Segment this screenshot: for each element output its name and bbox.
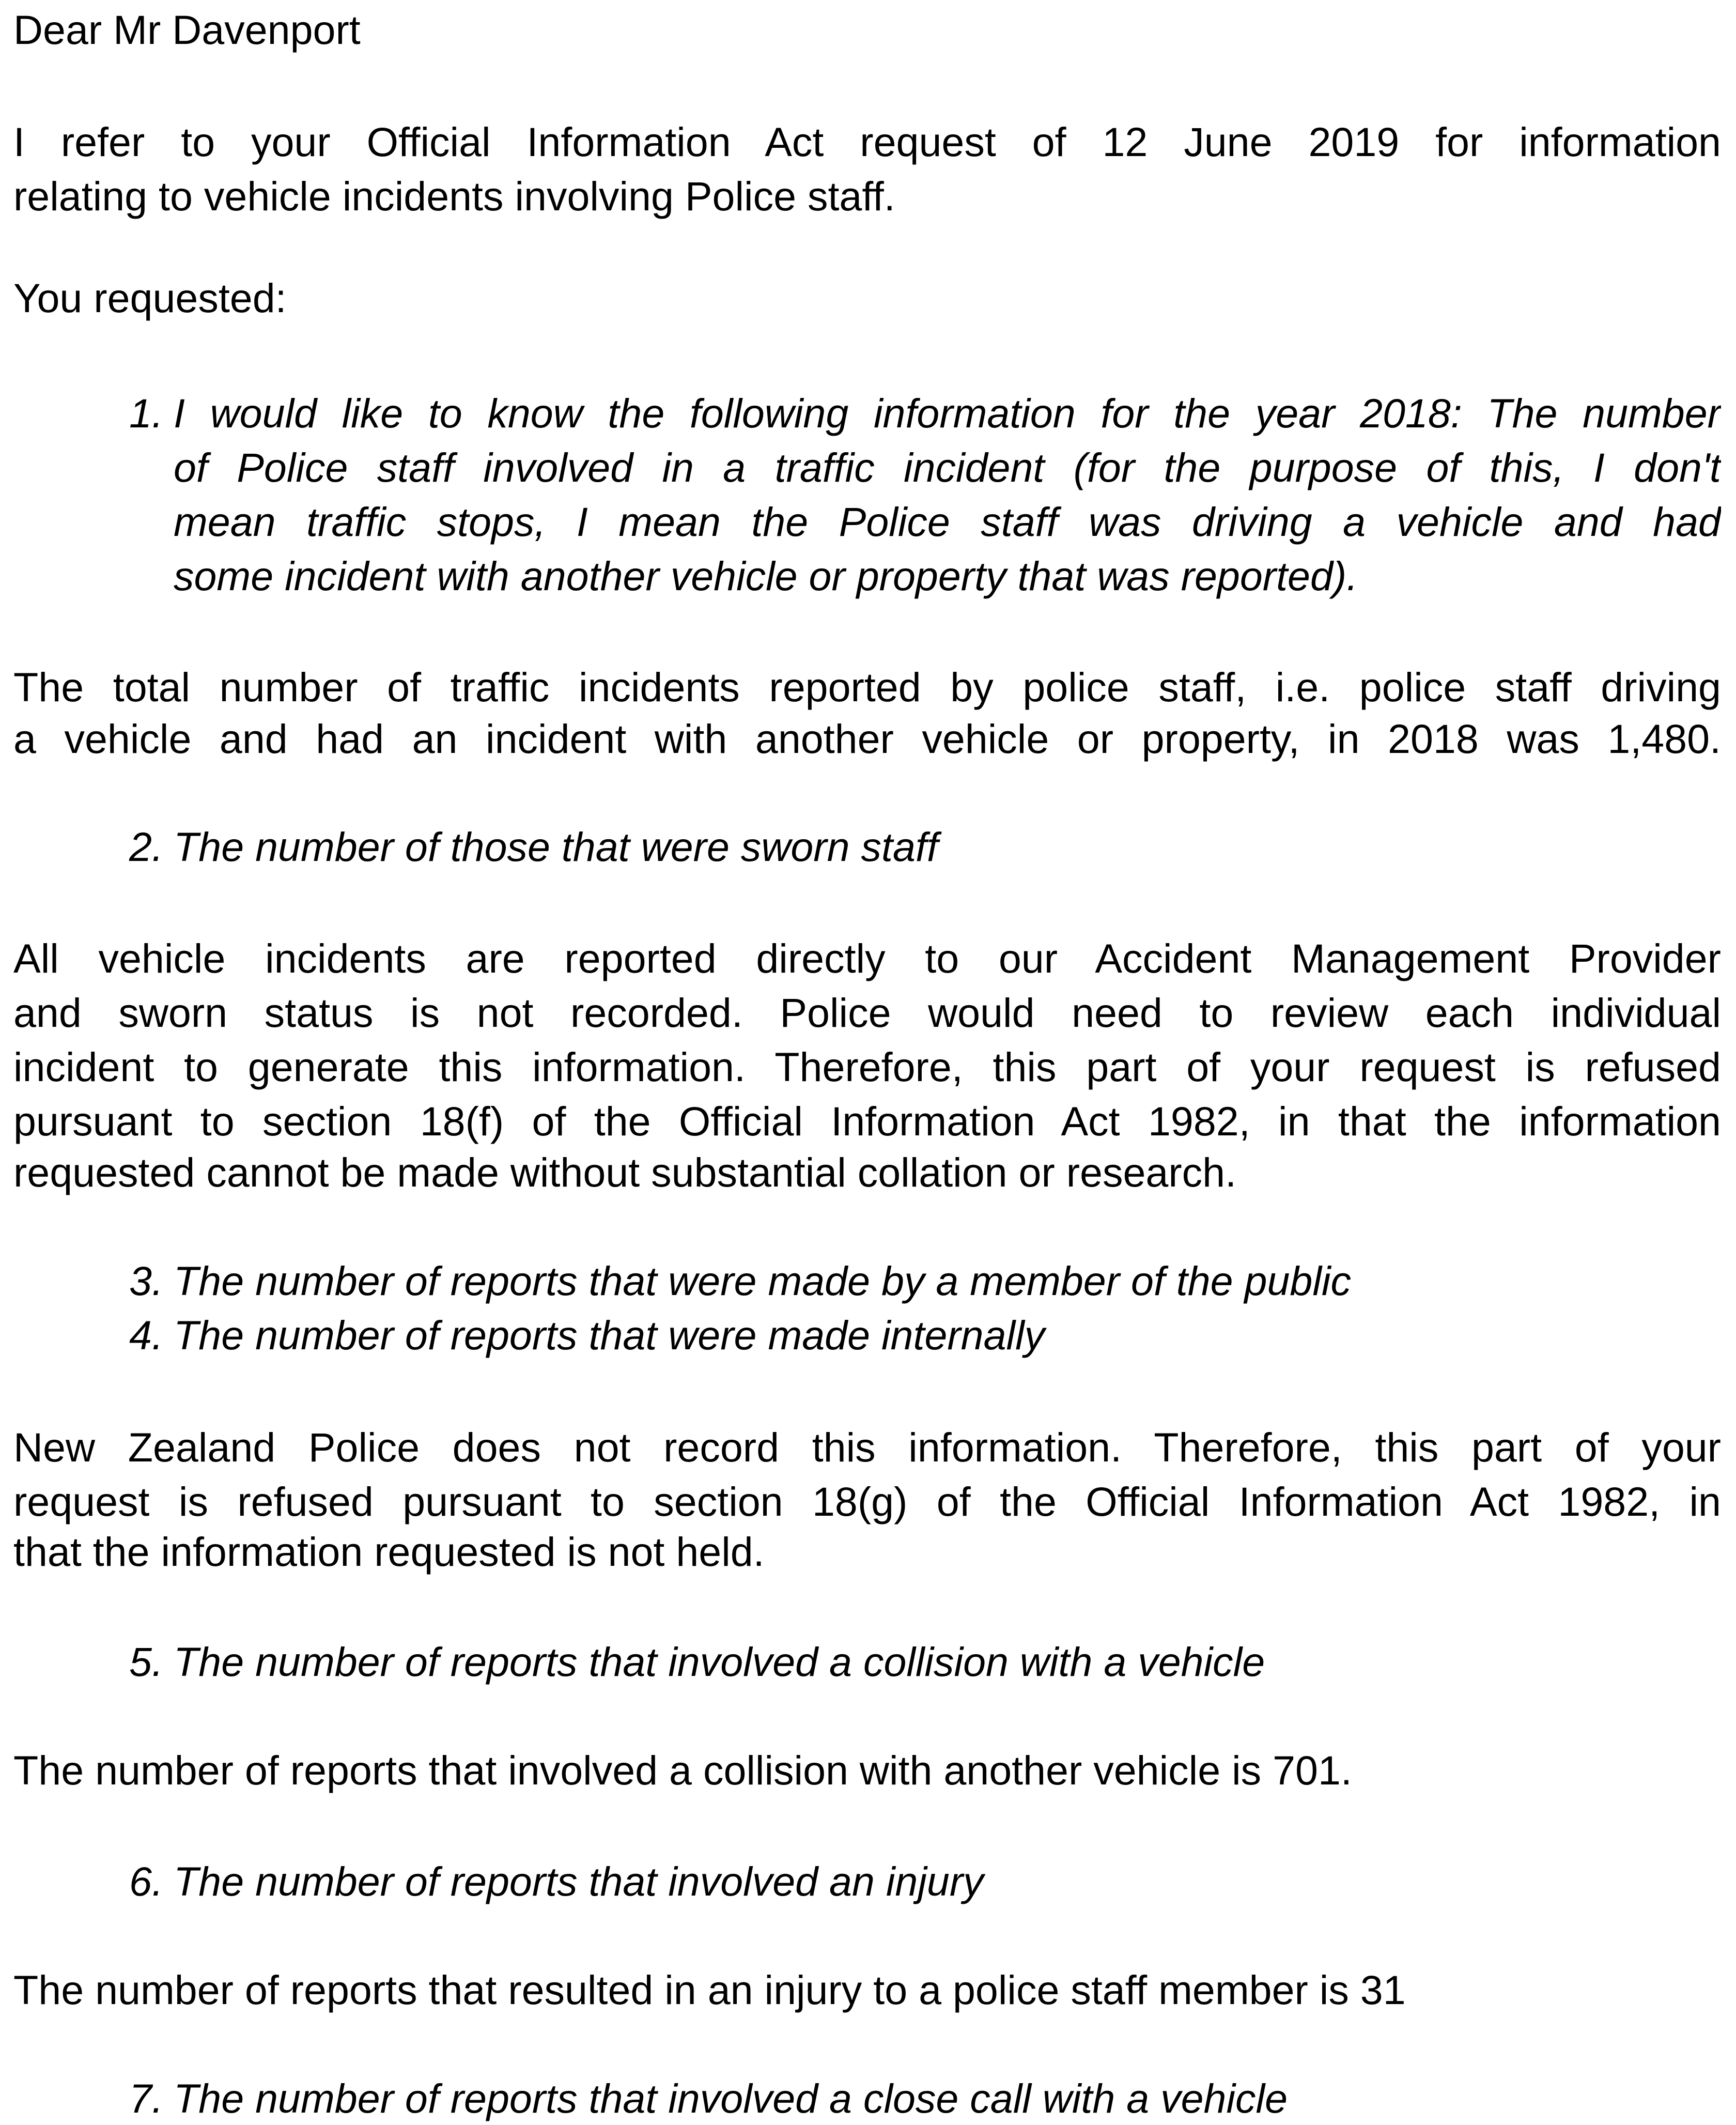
intro-line: relating to vehicle incidents involving Police staff. <box>13 173 895 219</box>
response-line: The number of reports that resulted in an injury to a police staff member is 31 <box>13 1967 1406 2013</box>
response-line: New Zealand Police does not record this information. Therefore, this part of your <box>13 1424 1721 1470</box>
request-item-line: The number of reports that were made by a member of the public <box>174 1258 1351 1304</box>
request-item-line: The number of reports that involved an injury <box>174 1858 984 1904</box>
response-line: The number of reports that involved a collision with another vehicle is 701. <box>13 1747 1352 1793</box>
request-item-line: The number of those that were sworn staff <box>174 824 938 870</box>
request-item-line: mean traffic stops, I mean the Police staff was driving a vehicle and had <box>174 499 1721 545</box>
response-line: request is refused pursuant to section 18(g) of the Official Information Act 1982, in <box>13 1479 1721 1525</box>
intro-line: I refer to your Official Information Act request of 12 June 2019 for information <box>13 119 1721 165</box>
item-number: 5. <box>129 1639 163 1685</box>
request-item-line: some incident with another vehicle or property that was reported). <box>174 553 1358 599</box>
response-line: and sworn status is not recorded. Police would need to review each individual <box>13 990 1721 1036</box>
request-item-line: The number of reports that involved a close call with a vehicle <box>174 2075 1288 2121</box>
response-line: All vehicle incidents are reported directly to our Accident Management Provider <box>13 935 1721 981</box>
response-line: incident to generate this information. Therefore, this part of your request is refused <box>13 1044 1721 1090</box>
request-item-line: of Police staff involved in a traffic incident (for the purpose of this, I don't <box>174 444 1721 490</box>
item-number: 3. <box>129 1258 163 1304</box>
item-number: 7. <box>129 2075 163 2121</box>
response-line: The total number of traffic incidents reported by police staff, i.e. police staff driving <box>13 664 1721 710</box>
item-number: 1. <box>129 390 163 436</box>
you-requested-label: You requested: <box>13 275 287 321</box>
response-line: pursuant to section 18(f) of the Official Information Act 1982, in that the information <box>13 1098 1721 1144</box>
response-line: a vehicle and had an incident with another vehicle or property, in 2018 was 1,480. <box>13 716 1721 762</box>
response-line: that the information requested is not held. <box>13 1529 765 1575</box>
item-number: 2. <box>129 824 163 870</box>
request-item-line: I would like to know the following information for the year 2018: The number <box>174 390 1721 436</box>
salutation: Dear Mr Davenport <box>13 7 361 53</box>
request-item-line: The number of reports that involved a collision with a vehicle <box>174 1639 1265 1685</box>
response-line: requested cannot be made without substantial collation or research. <box>13 1149 1237 1195</box>
item-number: 6. <box>129 1858 163 1904</box>
request-item-line: The number of reports that were made internally <box>174 1312 1045 1358</box>
item-number: 4. <box>129 1312 163 1358</box>
